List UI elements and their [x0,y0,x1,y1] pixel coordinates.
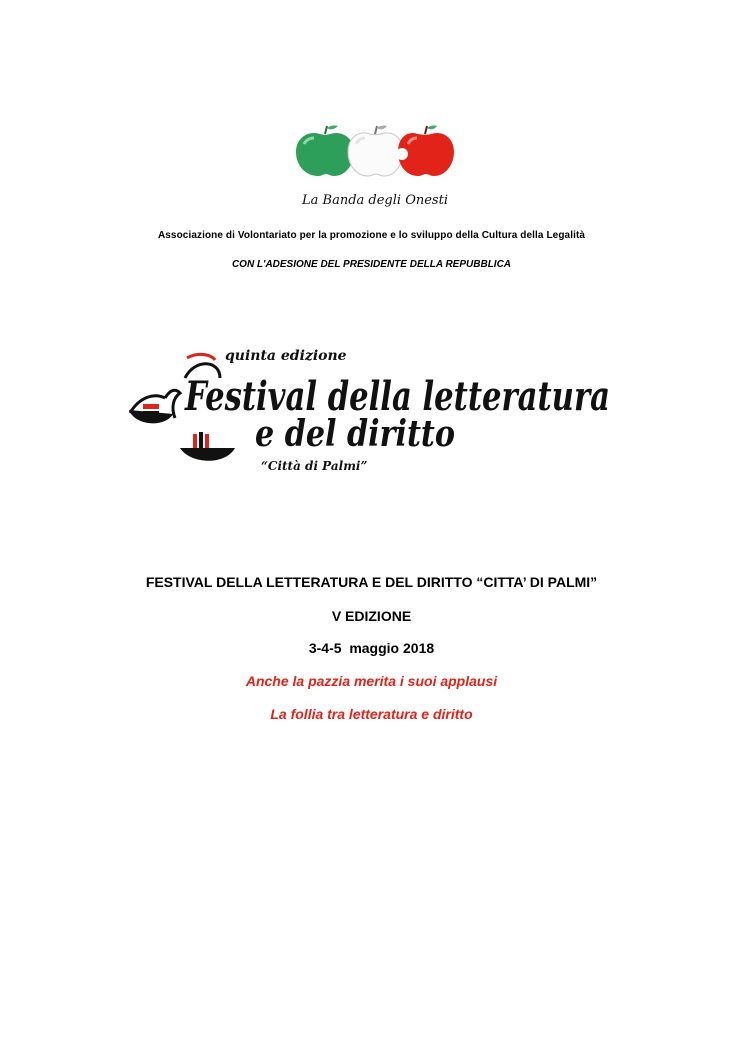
white-apple-icon [348,126,403,177]
banda-onesti-logo-text: La Banda degli Onesti [302,193,448,208]
festival-logo-subtitle: “Città di Palmi” [261,459,368,473]
festival-logo-line2: e del diritto [255,413,455,455]
festival-logo-line1: Festival della letteratura [184,373,610,420]
green-apple-icon [296,126,354,177]
festival-logo [125,338,620,478]
edition-script: quinta edizione [225,348,347,364]
festival-dates: 3-4-5 maggio 2018 [308,640,435,656]
adesione-statement: CON L'ADESIONE DEL PRESIDENTE DELLA REPUBBLICA [231,259,512,270]
banda-onesti-logo [290,120,460,215]
edition-label: V EDIZIONE [331,608,412,624]
association-description: Associazione di Volontariato per la promozione e lo sviluppo della Cultura della Legalità [157,230,586,241]
tagline-primary: Anche la pazzia merita i suoi applausi [245,673,498,689]
festival-title: FESTIVAL DELLA LETTERATURA E DEL DIRITTO “CITTA’ DI PALMI” [145,574,598,590]
tagline-secondary: La follia tra letteratura e diritto [270,706,473,722]
red-apple-icon [396,126,454,177]
